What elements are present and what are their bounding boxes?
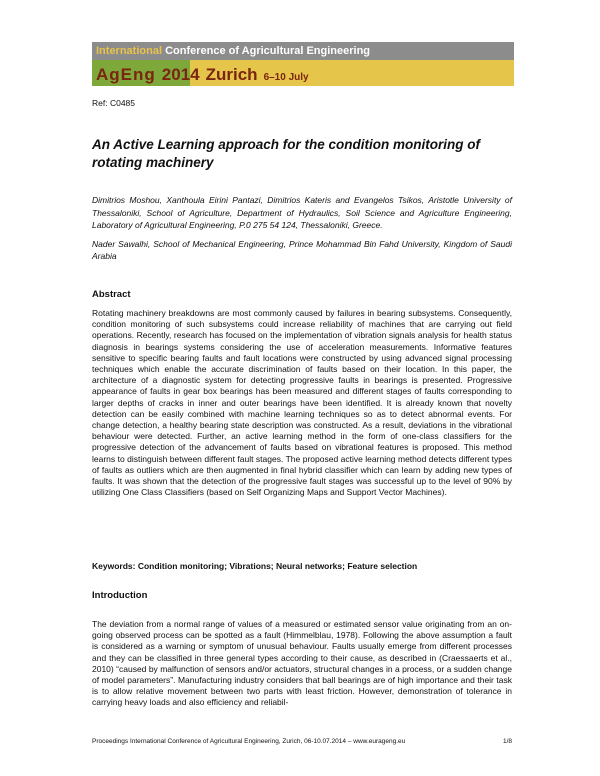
- keywords: Keywords: Condition monitoring; Vibrations; Neural networks; Feature selection: [92, 561, 418, 571]
- page-footer: [92, 738, 512, 745]
- authors-group-2: Nader Sawalhi, School of Mechanical Engineering, Prince Mohammad Bin Fahd University, Kingdom of Saudi Arabia: [92, 238, 512, 261]
- conference-name-rest: Conference of Agricultural Engineering: [162, 45, 371, 57]
- introduction-heading: Introduction: [92, 590, 148, 601]
- paper-reference: Ref: C0485: [92, 98, 135, 108]
- page-number: 1/8: [502, 738, 512, 745]
- conference-banner: [92, 42, 514, 86]
- logo-year: 2014: [161, 65, 200, 84]
- authors-block: [92, 194, 512, 269]
- footer-proceedings: Proceedings International Conference of Agricultural Engineering, Zurich, 06-10.07.2014 – www.eurageng.eu: [92, 738, 406, 745]
- conference-name-bar: [92, 42, 514, 60]
- logo-dates: 6–10 July: [263, 72, 309, 83]
- conference-name-accent: International: [96, 45, 163, 57]
- logo-brand: AgEng: [96, 65, 156, 84]
- conference-logo-bar: [92, 60, 514, 86]
- paper-title: An Active Learning approach for the condition monitoring of rotating machinery: [92, 137, 480, 170]
- abstract-heading: Abstract: [92, 289, 131, 300]
- abstract-text: Rotating machinery breakdowns are most commonly caused by failures in bearing subsystems. Consequently, condition monitoring of such subsystems could increase reliability of machines that are carrying out field operations. Recently, research has focused on the implementation of vibration signals analysis for health status diagnosis in bearings systems considering the use of acceleration measurements. Informative features sensitive to specific bearing faults and fault locations were constructed by using advanced signal processing techniques which enable the accurate discrimination of faults based on their location. In this paper, the architecture of a diagnostic system for detecting progressive faults in bearings is presented. Progressive appearance of faults in gear box bearings has been measured and different stages of faults corresponding to larger depths of cracks in inner and outer bearings have been identified. It is already known that novelty detection can be easily combined with machine learning techniques so as to detect abnormal events. For change detection, a healthy bearing state description was constructed. As a result, deviations in the vibrational behaviour were detected. Further, an active learning method in the form of one-class classifiers for the progressive detection of the advancement of faults based on vibrational features is proposed. This method learns to distinguish between different fault stages. The proposed active learning method detects different types of faults as outliers which are then augmented in final hybrid classifier which can learn by adding new types of faults. It was shown that the detection of the progressive fault stages was successful up to the level of 90% by utilizing One Class Classifiers (based on Self Organizing Maps and Support Vector Machines).: [92, 308, 512, 498]
- logo-text: [96, 62, 309, 91]
- logo-city: Zurich: [205, 65, 258, 84]
- authors-group-1: Dimitrios Moshou, Xanthoula Eirini Pantazi, Dimitrios Kateris and Evangelos Tsikos, Aristotle University of Thessaloniki, School of Agriculture, Department of Hydraulics, Soil Science and Agriculture Engineering, Laboratory of Agricultural Engineering, P.0 275 54 124, Thessaloniki, Greece.: [92, 195, 512, 230]
- introduction-text: The deviation from a normal range of values of a measured or estimated sensor value originating from an on-going observed process can be spotted as a fault (Himmelblau, 1978). Following the above assumption a fault is considered as a warning or symptom of unusual behaviour. Faults usually emerge from different processes and they can be classified in three general types according to their cause, as described in (Craessaerts et al., 2010) “caused by malfunction of sensors and/or actuators, structural changes in a process, or a sudden change of model parameters”. Manufacturing industry considers that ball bearings are of high importance and their task is to allow relative movement between two parts with least friction. However, demonstration of tolerance in carrying heavy loads and also efficiency and reliabil-: [92, 619, 512, 708]
